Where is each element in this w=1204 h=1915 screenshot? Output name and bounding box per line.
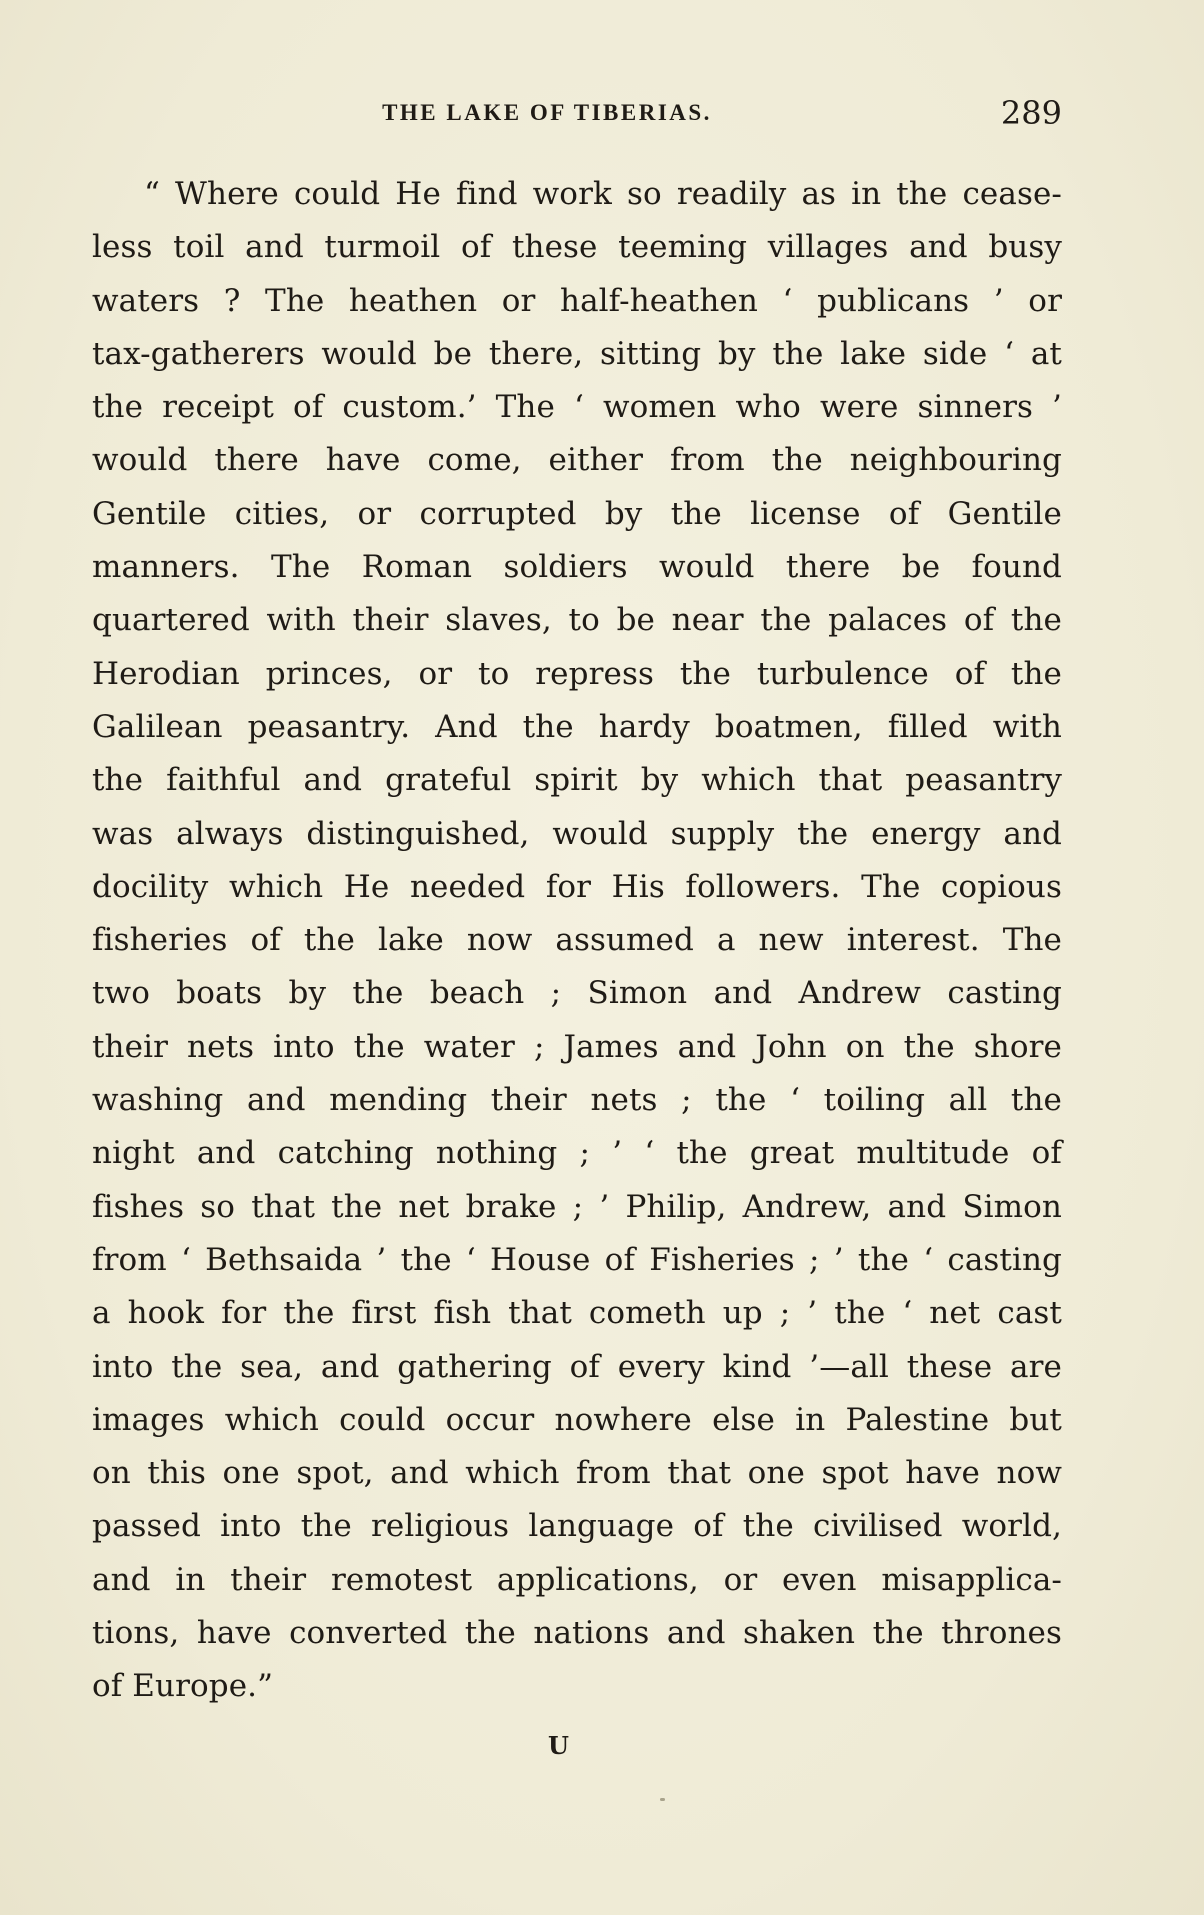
text-line: would there have come, either from the neighbouring <box>92 442 1062 479</box>
text-line: two boats by the beach ; Simon and Andrew casting <box>92 975 1062 1012</box>
text-line: manners. The Roman soldiers would there be found <box>92 549 1062 586</box>
text-line: fisheries of the lake now assumed a new interest. The <box>92 922 1062 959</box>
text-line: Herodian princes, or to repress the turbulence of the <box>92 655 1062 692</box>
text-line: the faithful and grateful spirit by which that peasantry <box>92 762 1062 799</box>
text-line: less toil and turmoil of these teeming villages and busy <box>92 229 1062 266</box>
signature-mark: U <box>548 1731 569 1760</box>
text-line: Galilean peasantry. And the hardy boatmen, filled with <box>92 708 1062 745</box>
body-paragraph <box>92 168 1062 1714</box>
text-line: Gentile cities, or corrupted by the license of Gentile <box>92 495 1062 532</box>
text-line: into the sea, and gathering of every kind ’—all these are <box>92 1348 1062 1385</box>
text-line: washing and mending their nets ; the ‘ toiling all the <box>92 1082 1062 1119</box>
text-line: and in their remotest applications, or even misapplica- <box>92 1561 1062 1598</box>
text-line: passed into the religious language of the civilised world, <box>92 1508 1062 1545</box>
page-number: 289 <box>1000 94 1062 132</box>
text-line: from ‘ Bethsaida ’ the ‘ House of Fisheries ; ’ the ‘ casting <box>92 1241 1062 1278</box>
text-line: images which could occur nowhere else in Palestine but <box>92 1401 1062 1438</box>
text-line: was always distinguished, would supply the energy and <box>92 815 1062 852</box>
text-line: a hook for the first fish that cometh up ; ’ the ‘ net cast <box>92 1295 1062 1332</box>
running-head <box>92 96 1062 136</box>
text-line: the receipt of custom.’ The ‘ women who were sinners ’ <box>92 389 1062 426</box>
text-line: quartered with their slaves, to be near the palaces of the <box>92 602 1062 639</box>
text-line: their nets into the water ; James and John on the shore <box>92 1028 1062 1065</box>
paper-speck <box>660 1798 665 1801</box>
text-line: night and catching nothing ; ’ ‘ the great multitude of <box>92 1135 1062 1172</box>
text-line: tions, have converted the nations and shaken the thrones <box>92 1615 1062 1652</box>
text-line: docility which He needed for His followers. The copious <box>92 868 1062 905</box>
text-line: tax-gatherers would be there, sitting by the lake side ‘ at <box>92 335 1062 372</box>
text-line: waters ? The heathen or half-heathen ‘ publicans ’ or <box>92 282 1062 319</box>
running-title: THE LAKE OF TIBERIAS. <box>382 100 712 125</box>
text-line: of Europe.” <box>92 1668 274 1705</box>
text-line: “ Where could He find work so readily as in the cease- <box>144 176 1062 212</box>
text-line: fishes so that the net brake ; ’ Philip, Andrew, and Simon <box>92 1188 1062 1225</box>
text-line: on this one spot, and which from that one spot have now <box>92 1455 1062 1492</box>
